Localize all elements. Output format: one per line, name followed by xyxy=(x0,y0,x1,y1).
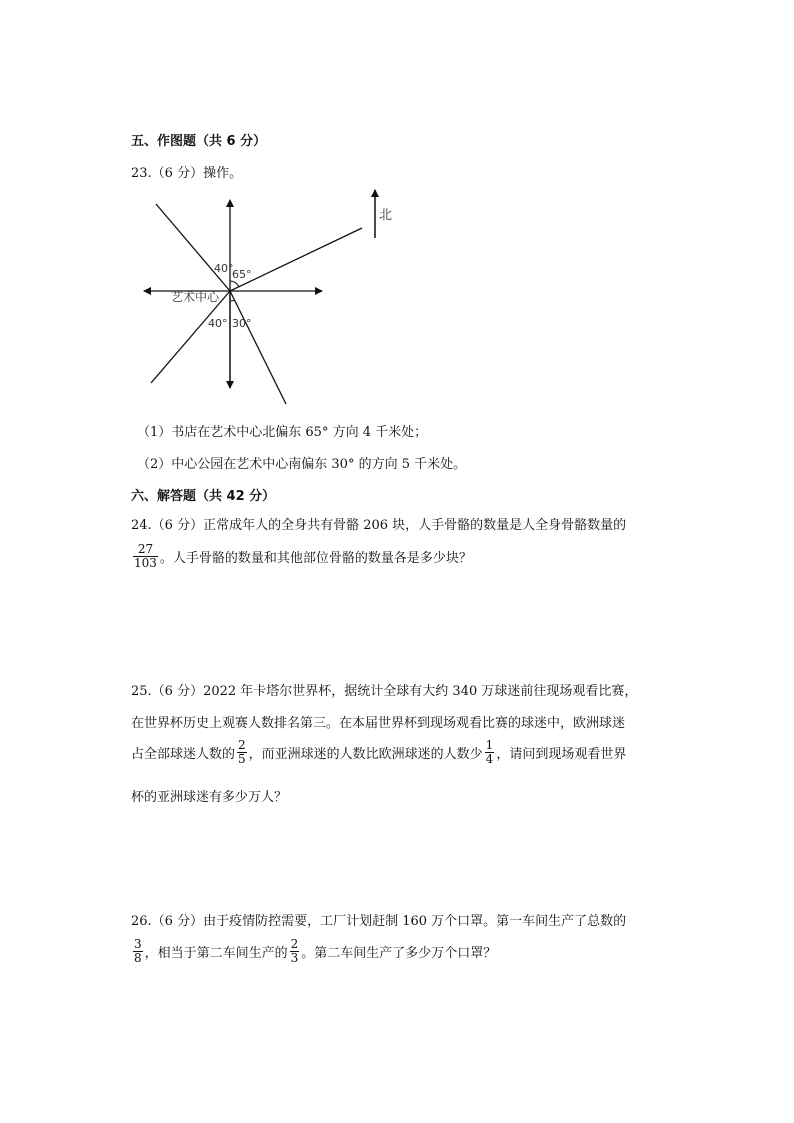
center-label: 艺术中心 xyxy=(171,290,220,304)
ray-nw-40 xyxy=(156,204,230,291)
q26-line-1: 26.（6 分）由于疫情防控需要，工厂计划赶制 160 万个口罩。第一车间生产了总数的 xyxy=(131,914,627,929)
q25-fraction-1 xyxy=(237,739,247,766)
q24-fraction xyxy=(133,543,158,570)
q24-line-2 xyxy=(131,543,472,570)
angle-label-se: 30° xyxy=(232,317,252,330)
q24-line-1: 24.（6 分）正常成年人的全身共有骨骼 206 块，人手骨骼的数量是人全身骨骼数量的 xyxy=(131,518,627,533)
north-label: 北 xyxy=(379,208,393,223)
ray-se-30 xyxy=(230,291,286,404)
fraction-numerator: 3 xyxy=(134,937,142,951)
ray-ne-65 xyxy=(230,228,362,291)
angle-arc-se xyxy=(230,300,235,301)
q26-line-2 xyxy=(131,938,496,965)
q26-line-2-a: ，相当于第二车间生产的 xyxy=(144,946,288,961)
q26-fraction-2 xyxy=(290,938,300,965)
q25-line-3 xyxy=(131,739,626,766)
q25-fraction-2 xyxy=(485,739,495,766)
q25-line-1: 25.（6 分）2022 年卡塔尔世界杯，据统计全球有大约 340 万球迷前往现场观看比赛， xyxy=(131,684,638,699)
q25-line-3-c: ，请问到现场观看世界 xyxy=(496,747,627,762)
fraction-denominator: 3 xyxy=(290,951,299,965)
q24-line-2-text: 。人手骨骼的数量和其他部位骨骼的数量各是多少块？ xyxy=(159,551,472,566)
q25-line-3-a: 占全部球迷人数的 xyxy=(131,747,236,762)
q23-item-2: （2）中心公园在艺术中心南偏东 30° 的方向 5 千米处。 xyxy=(137,457,467,472)
q26-fraction-1 xyxy=(133,938,143,965)
q25-line-2: 在世界杯历史上观赛人数排名第三。在本届世界杯到现场观看比赛的球迷中，欧洲球迷 xyxy=(131,716,626,731)
angle-label-ne: 65° xyxy=(232,268,252,281)
angle-label-nw: 40° xyxy=(214,262,234,275)
fraction-denominator: 5 xyxy=(238,752,246,766)
ray-sw-40 xyxy=(151,291,230,383)
direction-diagram xyxy=(140,188,400,413)
q23-item-1: （1）书店在艺术中心北偏东 65° 方向 4 千米处； xyxy=(137,425,428,440)
section-5-title: 五、作图题（共 6 分） xyxy=(131,134,267,149)
fraction-numerator: 2 xyxy=(290,937,299,951)
fraction-denominator: 8 xyxy=(134,951,142,965)
q23-stem: 23.（6 分）操作。 xyxy=(131,166,243,181)
q25-line-4: 杯的亚洲球迷有多少万人？ xyxy=(131,790,288,805)
fraction-numerator: 2 xyxy=(238,738,246,752)
fraction-denominator: 103 xyxy=(134,556,157,570)
angle-arc-ne xyxy=(230,281,239,287)
section-6-title: 六、解答题（共 42 分） xyxy=(131,489,276,504)
q26-line-2-b: 。第二车间生产了多少万个口罩？ xyxy=(301,946,497,961)
fraction-numerator: 27 xyxy=(137,542,154,556)
angle-label-sw: 40° xyxy=(208,317,228,330)
fraction-numerator: 1 xyxy=(485,738,494,752)
fraction-denominator: 4 xyxy=(485,752,494,766)
q25-line-3-b: ，而亚洲球迷的人数比欧洲球迷的人数少 xyxy=(248,747,483,762)
